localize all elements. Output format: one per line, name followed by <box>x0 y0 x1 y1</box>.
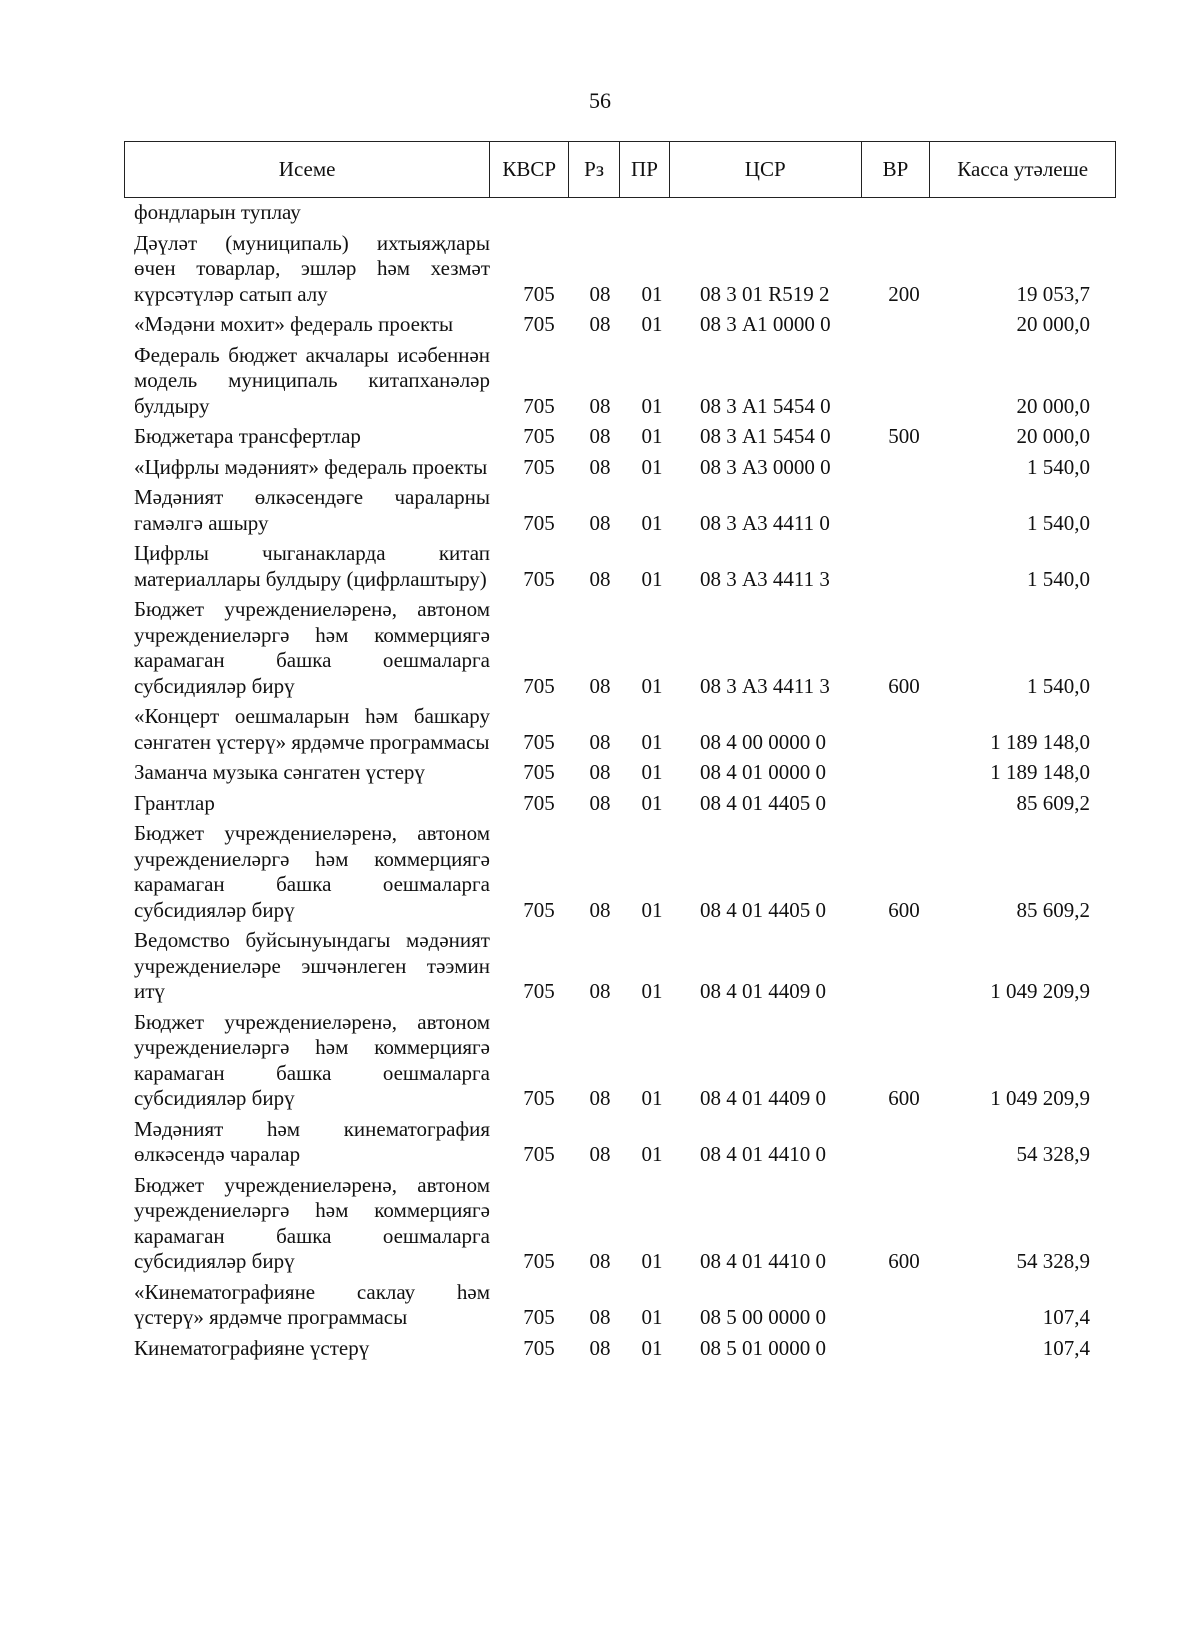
row-pr: 01 <box>641 1249 663 1273</box>
row-name: Федераль бюджет акчалары исәбеннән модель муниципаль китапханәләр булдыру <box>134 342 490 418</box>
row-kassa: 1 540,0 <box>1027 510 1090 535</box>
row-name: Мәдәният өлкәсендәге чараларны гамәлгә ашыру <box>134 485 490 535</box>
row-pr: 01 <box>641 312 663 336</box>
row-name: фондларын туплау <box>134 200 301 224</box>
row-csr: 08 3 А3 4411 3 <box>700 673 830 698</box>
row-kvsr: 705 <box>523 790 555 815</box>
row-kvsr: 705 <box>523 1086 555 1110</box>
table-row <box>134 455 1116 481</box>
row-kassa: 54 328,9 <box>1016 1249 1090 1273</box>
table-row <box>134 1173 1116 1275</box>
row-vr: 600 <box>888 1249 920 1273</box>
row-pr: 01 <box>641 673 663 698</box>
row-name: «Мәдәни мохит» федераль проекты <box>134 312 454 336</box>
table-body <box>134 200 1116 1366</box>
row-kassa: 85 609,2 <box>1016 897 1090 922</box>
row-name: Ведомство буйсынуындагы мәдәният учреждениеләре эшчәнлеген тәэмин итү <box>134 928 490 1003</box>
row-name: Кинематографияне үстерү <box>134 1335 370 1360</box>
row-rz: 08 <box>589 312 611 336</box>
row-rz: 08 <box>589 454 611 479</box>
table-row <box>134 231 1116 308</box>
row-kassa: 1 189 148,0 <box>990 729 1090 754</box>
header-pr: ПР <box>620 142 670 197</box>
row-name: Бюджетара трансфертлар <box>134 424 361 448</box>
row-kassa: 20 000,0 <box>1016 424 1090 448</box>
header-vr: ВР <box>862 142 931 197</box>
row-csr: 08 4 01 0000 0 <box>700 760 826 784</box>
table-row <box>134 200 1116 226</box>
row-name: Бюджет учреждениеләренә, автоном учреждениеләргә һәм коммерциягә карамаган башка оешмаларга субсидияләр бирү <box>134 597 490 698</box>
row-pr: 01 <box>641 510 663 535</box>
row-rz: 08 <box>589 760 611 784</box>
row-csr: 08 4 01 4410 0 <box>700 1249 826 1273</box>
row-kvsr: 705 <box>523 281 555 306</box>
page-number: 56 <box>589 88 611 113</box>
table-row <box>134 541 1116 592</box>
row-vr: 600 <box>888 1086 920 1110</box>
row-kassa: 1 049 209,9 <box>990 979 1090 1003</box>
row-csr: 08 4 01 4405 0 <box>700 790 826 815</box>
row-kassa: 107,4 <box>1042 1305 1090 1329</box>
row-rz: 08 <box>589 1086 611 1110</box>
row-kvsr: 705 <box>523 897 555 922</box>
row-rz: 08 <box>589 566 611 591</box>
table-row <box>134 343 1116 420</box>
table-row <box>134 760 1116 786</box>
row-name: Бюджет учреждениеләренә, автоном учреждениеләргә һәм коммерциягә карамаган башка оешмаларга субсидияләр бирү <box>134 1009 490 1110</box>
row-pr: 01 <box>641 566 663 591</box>
row-csr: 08 3 А3 0000 0 <box>700 454 831 479</box>
table-header <box>124 141 1116 198</box>
row-kassa: 1 540,0 <box>1027 454 1090 479</box>
table-row <box>134 312 1116 338</box>
table-row <box>134 1010 1116 1112</box>
row-kvsr: 705 <box>523 979 555 1003</box>
row-csr: 08 3 А1 0000 0 <box>700 312 831 336</box>
row-rz: 08 <box>589 510 611 535</box>
table-row <box>134 821 1116 923</box>
row-kassa: 107,4 <box>1042 1335 1090 1360</box>
row-kvsr: 705 <box>523 424 555 448</box>
row-pr: 01 <box>641 454 663 479</box>
header-name: Исеме <box>125 142 490 197</box>
header-kassa: Касса утәлеше <box>957 157 1089 181</box>
row-name: Мәдәният һәм кинематография өлкәсендә чаралар <box>134 1116 490 1166</box>
row-kvsr: 705 <box>523 510 555 535</box>
row-pr: 01 <box>641 760 663 784</box>
row-kvsr: 705 <box>523 393 555 418</box>
row-rz: 08 <box>589 1142 611 1166</box>
row-csr: 08 3 А3 4411 3 <box>700 566 830 591</box>
row-name: «Кинематографияне саклау һәм үстерү» ярдәмче программасы <box>134 1279 490 1329</box>
row-kassa: 19 053,7 <box>1016 281 1090 306</box>
row-pr: 01 <box>641 979 663 1003</box>
row-pr: 01 <box>641 790 663 815</box>
row-pr: 01 <box>641 1086 663 1110</box>
row-pr: 01 <box>641 897 663 922</box>
row-rz: 08 <box>589 393 611 418</box>
row-csr: 08 5 00 0000 0 <box>700 1305 826 1329</box>
row-kassa: 20 000,0 <box>1016 312 1090 336</box>
table-row <box>134 928 1116 1005</box>
row-kvsr: 705 <box>523 760 555 784</box>
row-name: Дәүләт (муниципаль) ихтыяҗлары өчен товарлар, эшләр һәм хезмәт күрсәтүләр сатып алу <box>134 230 490 306</box>
table-row <box>134 1280 1116 1331</box>
row-kvsr: 705 <box>523 1305 555 1329</box>
table-row <box>134 704 1116 755</box>
row-vr: 500 <box>888 424 920 448</box>
row-name: Бюджет учреждениеләренә, автоном учреждениеләргә һәм коммерциягә карамаган башка оешмаларга субсидияләр бирү <box>134 821 490 922</box>
row-kassa: 1 540,0 <box>1027 673 1090 698</box>
row-csr: 08 4 01 4409 0 <box>700 979 826 1003</box>
row-kassa: 1 049 209,9 <box>990 1086 1090 1110</box>
row-rz: 08 <box>589 1305 611 1329</box>
row-name: Грантлар <box>134 790 215 815</box>
row-rz: 08 <box>589 1249 611 1273</box>
row-pr: 01 <box>641 424 663 448</box>
row-vr: 200 <box>888 281 920 306</box>
row-csr: 08 4 00 0000 0 <box>700 729 826 754</box>
row-csr: 08 5 01 0000 0 <box>700 1335 826 1360</box>
row-pr: 01 <box>641 393 663 418</box>
row-kassa: 20 000,0 <box>1016 393 1090 418</box>
row-rz: 08 <box>589 897 611 922</box>
row-pr: 01 <box>641 1335 663 1360</box>
row-rz: 08 <box>589 979 611 1003</box>
row-pr: 01 <box>641 1142 663 1166</box>
row-kassa: 1 189 148,0 <box>990 760 1090 784</box>
row-kvsr: 705 <box>523 454 555 479</box>
row-rz: 08 <box>589 673 611 698</box>
row-pr: 01 <box>641 281 663 306</box>
row-csr: 08 3 А1 5454 0 <box>700 393 831 418</box>
row-csr: 08 4 01 4410 0 <box>700 1142 826 1166</box>
row-kassa: 1 540,0 <box>1027 566 1090 591</box>
row-rz: 08 <box>589 790 611 815</box>
header-csr: ЦСР <box>670 142 862 197</box>
row-kvsr: 705 <box>523 729 555 754</box>
table-row <box>134 791 1116 817</box>
row-rz: 08 <box>589 729 611 754</box>
row-csr: 08 3 А3 4411 0 <box>700 510 830 535</box>
row-name: Цифрлы чыганакларда китап материаллары булдыру (цифрлаштыру) <box>134 541 490 591</box>
row-name: Бюджет учреждениеләренә, автоном учреждениеләргә һәм коммерциягә карамаган башка оешмаларга субсидияләр бирү <box>134 1172 490 1273</box>
row-csr: 08 4 01 4405 0 <box>700 897 826 922</box>
row-kvsr: 705 <box>523 312 555 336</box>
row-rz: 08 <box>589 281 611 306</box>
row-rz: 08 <box>589 424 611 448</box>
row-name: «Концерт оешмаларын һәм башкару сәнгатен үстерү» ярдәмче программасы <box>134 704 490 754</box>
row-rz: 08 <box>589 1335 611 1360</box>
header-rz: Рз <box>569 142 620 197</box>
row-pr: 01 <box>641 729 663 754</box>
row-kvsr: 705 <box>523 566 555 591</box>
row-csr: 08 3 А1 5454 0 <box>700 424 831 448</box>
row-csr: 08 3 01 R519 2 <box>700 281 830 306</box>
row-name: «Цифрлы мәдәният» федераль проекты <box>134 454 488 479</box>
row-kvsr: 705 <box>523 673 555 698</box>
header-kvsr: КВСР <box>490 142 569 197</box>
row-kvsr: 705 <box>523 1142 555 1166</box>
table-row <box>134 424 1116 450</box>
table-row <box>134 1117 1116 1168</box>
row-vr: 600 <box>888 673 920 698</box>
row-kassa: 85 609,2 <box>1016 790 1090 815</box>
table-row <box>134 485 1116 536</box>
row-name: Заманча музыка сәнгатен үстерү <box>134 760 425 784</box>
row-kassa: 54 328,9 <box>1016 1142 1090 1166</box>
table-row <box>134 1336 1116 1362</box>
row-vr: 600 <box>888 897 920 922</box>
row-kvsr: 705 <box>523 1249 555 1273</box>
row-kvsr: 705 <box>523 1335 555 1360</box>
table-row <box>134 597 1116 699</box>
row-csr: 08 4 01 4409 0 <box>700 1086 826 1110</box>
row-pr: 01 <box>641 1305 663 1329</box>
